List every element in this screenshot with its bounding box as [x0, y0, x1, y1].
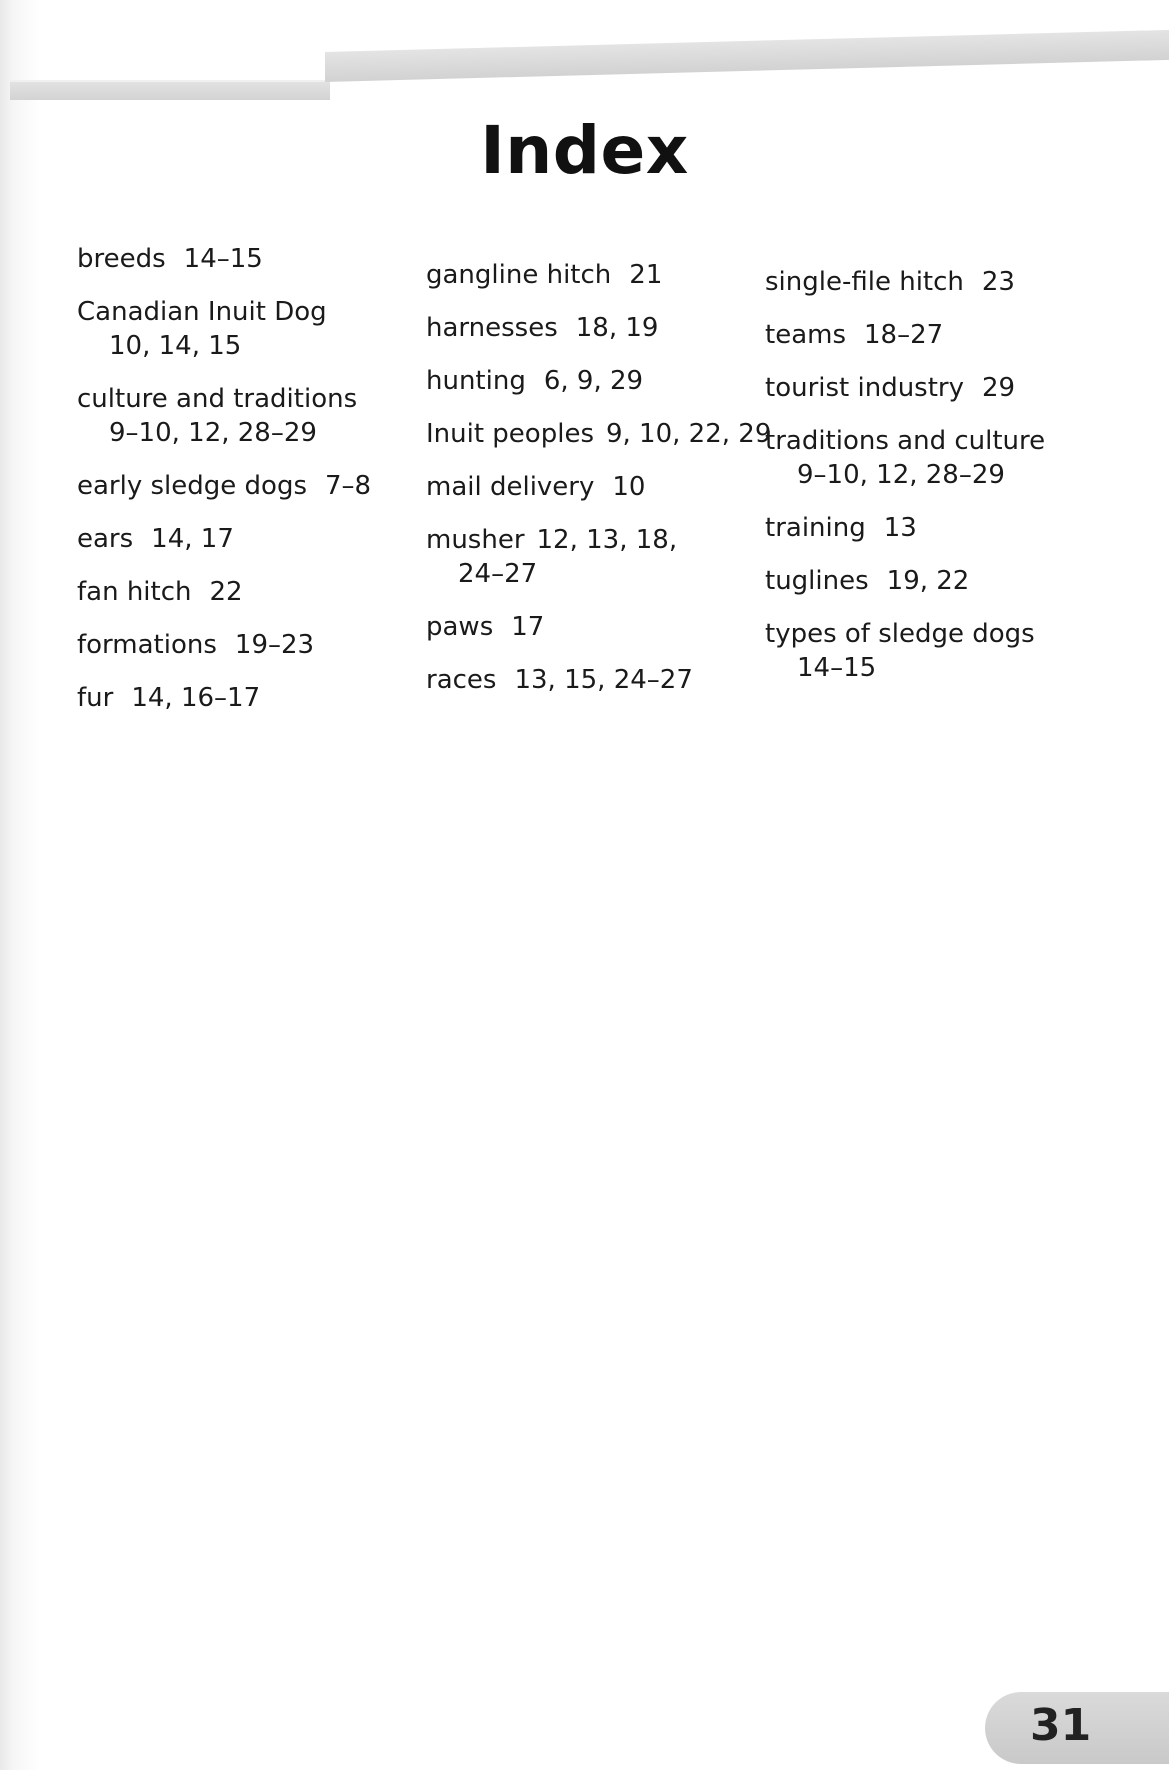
index-pages: 14–15 [183, 244, 263, 274]
index-pages: 9–10, 12, 28–29 [797, 460, 1005, 490]
index-entry [765, 265, 1095, 299]
index-entry [765, 617, 1095, 685]
index-entry [77, 522, 407, 556]
index-pages: 7–8 [325, 471, 372, 501]
index-pages: 9–10, 12, 28–29 [109, 418, 317, 448]
index-term: tourist industry [765, 373, 964, 403]
index-term: training [765, 513, 866, 543]
index-term: tuglines [765, 566, 869, 596]
index-entry [77, 469, 407, 503]
index-entry [765, 371, 1095, 405]
index-term: harnesses [426, 313, 558, 343]
index-term: fur [77, 683, 114, 713]
index-pages: 12, 13, 18, 24–27 [458, 525, 678, 589]
index-term: fan hitch [77, 577, 192, 607]
header-band-left [10, 80, 330, 100]
index-entry [426, 470, 756, 504]
index-term: early sledge dogs [77, 471, 307, 501]
index-column-2 [426, 258, 772, 716]
index-term: formations [77, 630, 217, 660]
index-term: breeds [77, 244, 166, 274]
index-entry [426, 663, 756, 697]
index-term: Canadian Inuit Dog [77, 297, 327, 327]
index-term: hunting [426, 366, 526, 396]
index-entry [77, 681, 407, 715]
index-pages: 13, 15, 24–27 [514, 665, 693, 695]
index-term: types of sledge dogs [765, 619, 1035, 649]
index-term: musher [426, 525, 525, 555]
index-pages: 9, 10, 22, 29 [605, 419, 772, 449]
index-entry [765, 511, 1095, 545]
index-entry [426, 417, 778, 451]
index-entry [426, 258, 756, 292]
index-entry [426, 364, 756, 398]
index-term: races [426, 665, 497, 695]
index-pages: 10 [612, 472, 646, 502]
index-entry [765, 564, 1095, 598]
index-pages: 22 [209, 577, 243, 607]
page-number: 31 [1030, 1700, 1092, 1751]
index-pages: 19, 22 [886, 566, 970, 596]
index-term: mail delivery [426, 472, 595, 502]
index-entry [77, 628, 407, 662]
index-entry [77, 295, 389, 363]
index-column-1 [77, 242, 407, 734]
index-pages: 14, 17 [151, 524, 234, 554]
index-term: gangline hitch [426, 260, 612, 290]
index-entry [77, 382, 407, 450]
index-term: paws [426, 612, 494, 642]
index-entry [77, 575, 407, 609]
index-pages: 18, 19 [575, 313, 659, 343]
index-pages: 14–15 [797, 653, 877, 683]
index-term: traditions and culture [765, 426, 1046, 456]
index-pages: 19–23 [234, 630, 315, 660]
index-entry [765, 424, 1095, 492]
index-term: ears [77, 524, 134, 554]
index-pages: 6, 9, 29 [543, 366, 644, 396]
index-pages: 14, 16–17 [131, 683, 261, 713]
index-column-3 [765, 265, 1095, 704]
page-title: Index [480, 112, 689, 189]
index-term: culture and traditions [77, 384, 358, 414]
index-entry [426, 610, 756, 644]
index-pages: 17 [511, 612, 545, 642]
index-pages: 23 [981, 267, 1015, 297]
index-entry [426, 523, 728, 591]
index-pages: 13 [883, 513, 917, 543]
index-entry [426, 311, 756, 345]
index-pages: 18–27 [864, 320, 944, 350]
index-pages: 21 [629, 260, 663, 290]
index-term: Inuit peoples [426, 419, 594, 449]
index-entry [765, 318, 1095, 352]
index-entry [77, 242, 407, 276]
index-term: teams [765, 320, 846, 350]
index-term: single-file hitch [765, 267, 964, 297]
index-pages: 29 [982, 373, 1016, 403]
index-pages: 10, 14, 15 [109, 331, 242, 361]
